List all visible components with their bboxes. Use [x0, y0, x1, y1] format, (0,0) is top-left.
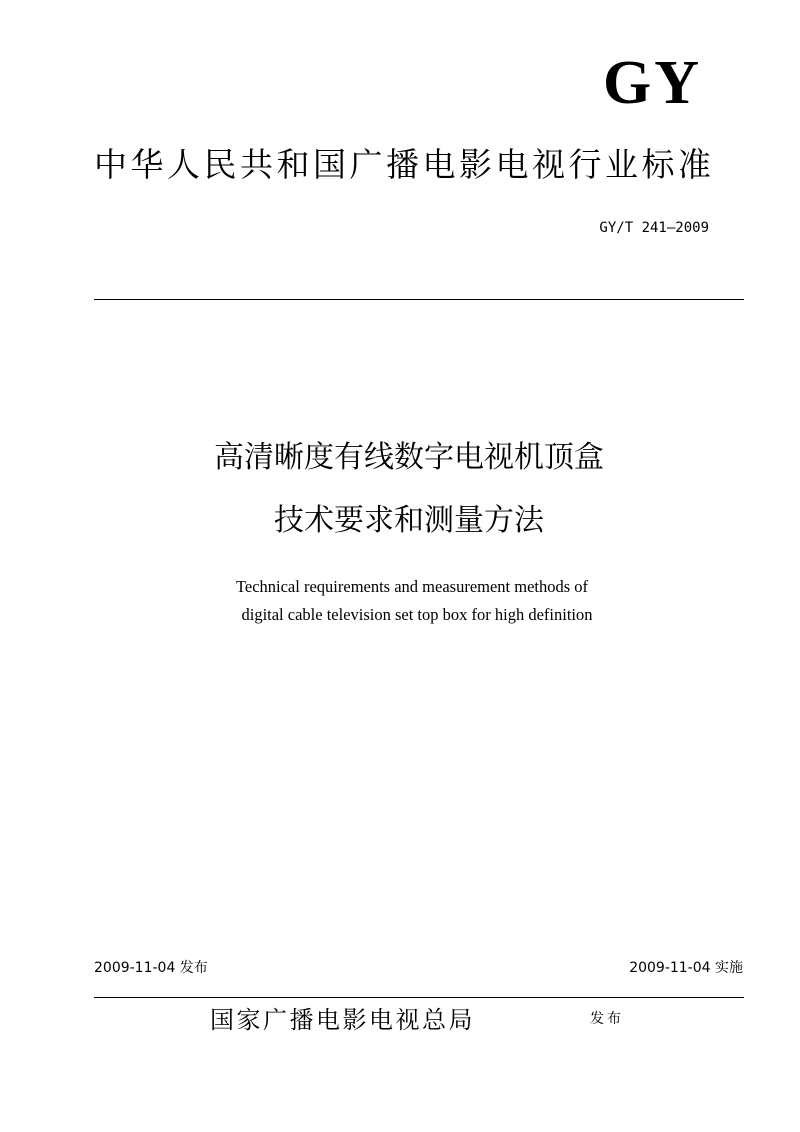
implement-date: 2009-11-04 实施 — [629, 960, 743, 976]
issued-label: 发布 — [590, 1011, 624, 1027]
english-title-line-1: Technical requirements and measurement methods of — [235, 577, 589, 596]
bottom-divider — [94, 997, 744, 998]
top-divider — [94, 299, 744, 300]
issuing-authority: 国家广播电影电视总局 — [210, 1006, 475, 1034]
gy-logo: GY — [603, 49, 702, 117]
standard-number: GY/T 241—2009 — [599, 220, 709, 236]
chinese-title-line-1: 高清晰度有线数字电视机顶盒 — [214, 440, 604, 475]
standard-category-title: 中华人民共和国广播电影电视行业标准 — [94, 145, 715, 184]
chinese-title-line-2: 技术要求和测量方法 — [274, 503, 544, 538]
english-title-line-2: digital cable television set top box for high definition — [241, 605, 593, 624]
publish-date: 2009-11-04 发布 — [94, 960, 208, 976]
